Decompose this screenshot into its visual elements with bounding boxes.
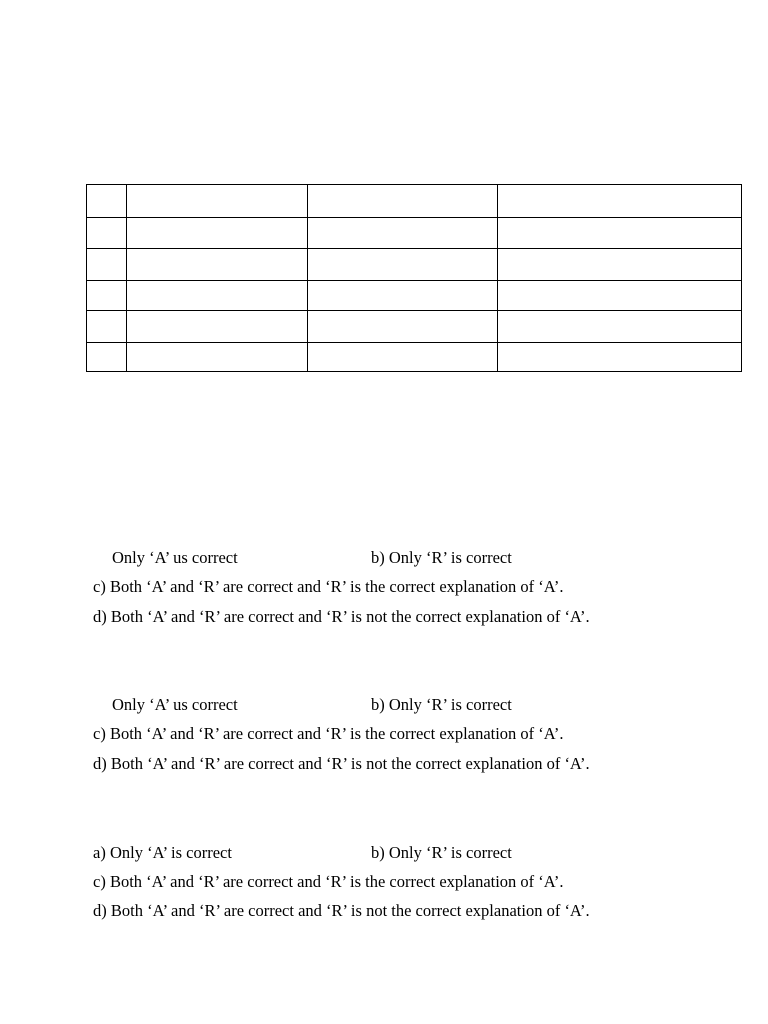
table-row [87,218,742,249]
table-row [87,185,742,218]
table-cell [498,249,742,281]
table-cell [127,343,308,372]
option-b: b) Only ‘R’ is correct [371,843,512,862]
table-row [87,311,742,343]
option-c: c) Both ‘A’ and ‘R’ are correct and ‘R’ is the correct explanation of ‘A’. [93,872,564,891]
table-cell [308,185,498,218]
table-cell [308,218,498,249]
table-cell [127,249,308,281]
table-cell [87,218,127,249]
table-cell [127,311,308,343]
table-row [87,343,742,372]
table-cell [308,311,498,343]
table-cell [308,249,498,281]
table-cell [87,249,127,281]
table-cell [498,281,742,311]
option-c: c) Both ‘A’ and ‘R’ are correct and ‘R’ is the correct explanation of ‘A’. [93,724,564,743]
table-cell [127,218,308,249]
option-b: b) Only ‘R’ is correct [371,695,512,714]
table-cell [308,343,498,372]
option-d: d) Both ‘A’ and ‘R’ are correct and ‘R’ is not the correct explanation of ‘A’. [93,607,590,626]
option-a: Only ‘A’ us correct [112,548,238,567]
option-c: c) Both ‘A’ and ‘R’ are correct and ‘R’ is the correct explanation of ‘A’. [93,577,564,596]
option-a: a) Only ‘A’ is correct [93,843,232,862]
table-cell [498,218,742,249]
table-cell [498,343,742,372]
option-d: d) Both ‘A’ and ‘R’ are correct and ‘R’ is not the correct explanation of ‘A’. [93,901,590,920]
table-cell [498,311,742,343]
empty-table [86,184,742,372]
table-cell [87,281,127,311]
table-row [87,249,742,281]
table-cell [87,311,127,343]
option-b: b) Only ‘R’ is correct [371,548,512,567]
option-a: Only ‘A’ us correct [112,695,238,714]
table-cell [498,185,742,218]
table-cell [87,185,127,218]
table-cell [308,281,498,311]
table-cell [87,343,127,372]
table-row [87,281,742,311]
table-cell [127,185,308,218]
option-d: d) Both ‘A’ and ‘R’ are correct and ‘R’ is not the correct explanation of ‘A’. [93,754,590,773]
table-cell [127,281,308,311]
